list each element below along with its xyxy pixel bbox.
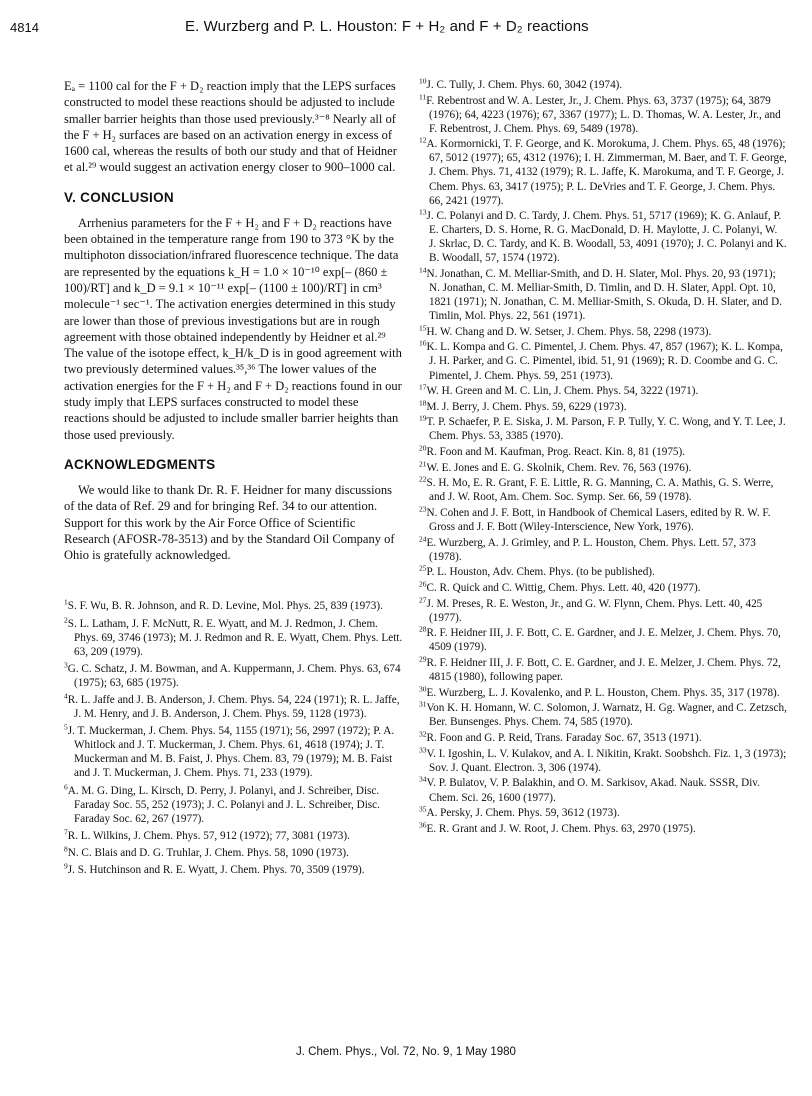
reference-text: A. Kormornicki, T. F. George, and K. Morokuma, J. Chem. Phys. 65, 48 (1976); 67, 5012 (1977); 65, 4312 (1976); I. H. Zimmerman, M. Baer, and T. F. George, J. Chem. Phys. 71, 4132 (1979); R. L. Jaffe, K. Marokuma, and T. F. George, J. Chem. Phys. 63, 3417 (1975); P. L. DeVries and T. F. George, J. Chem. Phys. 66, 2421 (1977). [426, 138, 787, 207]
reference-number: 13 [419, 207, 427, 217]
reference-item [419, 506, 787, 534]
acknowledgments-heading: ACKNOWLEDGMENTS [64, 456, 216, 472]
reference-item [419, 209, 787, 265]
reference-text: Von K. H. Homann, W. C. Solomon, J. Warnatz, H. Gg. Wagner, and C. Zetzsch, Ber. Bunsenges. Phys. Chem. 74, 585 (1970). [426, 702, 787, 729]
reference-number: 30 [419, 684, 427, 694]
acknowledgments-paragraph: We would like to thank Dr. R. F. Heidner for many discussions of the data of Ref. 29 and for bringing Ref. 34 to our attention. Support for this work by the Air Force Office of Scientific Research (AFOSR-78-3513) and by the Standard Oil Company of Ohio is gratefully acknowledged. [64, 482, 395, 563]
intro-paragraph: Eₐ = 1100 cal for the F + D₂ reaction imply that the LEPS surfaces constructed to model these reactions should be adjusted to include smaller barrier heights than those used previously.³⁻⁸ Nearly all of the F + H₂ surfaces are based on an activation energy in excess of 1600 cal, whereas the results of both our study and that of Heidner et al.²⁹ would suggest an activation energy closer to 900–1000 cal. [64, 79, 397, 175]
reference-text: A. Persky, J. Chem. Phys. 59, 3612 (1973). [426, 807, 620, 820]
reference-text: R. F. Heidner III, J. F. Bott, C. E. Gardner, and J. E. Melzer, J. Chem. Phys. 70, 4509 (1979). [426, 627, 781, 654]
reference-text: R. F. Heidner III, J. F. Bott, C. E. Gardner, and J. E. Melzer, J. Chem. Phys. 72, 4815 (1980), following paper. [426, 657, 781, 684]
reference-text: T. P. Schaefer, P. E. Siska, J. M. Parson, F. P. Tully, Y. C. Wong, and Y. T. Lee, J. Chem. Phys. 53, 3385 (1970). [426, 416, 786, 443]
reference-text: P. L. Houston, Adv. Chem. Phys. (to be published). [426, 566, 655, 579]
reference-number: 17 [419, 382, 427, 392]
reference-text: C. R. Quick and C. Wittig, Chem. Phys. Lett. 40, 420 (1977). [426, 582, 701, 595]
reference-item [419, 267, 787, 323]
reference-item [419, 445, 787, 459]
reference-item [419, 384, 787, 398]
reference-text: S. F. Wu, B. R. Johnson, and R. D. Levine, Mol. Phys. 25, 839 (1973). [67, 600, 383, 613]
reference-number: 15 [419, 323, 427, 333]
reference-number: 8 [64, 844, 68, 854]
conclusion-heading: V. CONCLUSION [64, 189, 174, 205]
reference-text: E. R. Grant and J. W. Root, J. Chem. Phys. 63, 2970 (1975). [426, 822, 696, 835]
reference-item [419, 747, 787, 775]
reference-text: J. C. Polanyi and D. C. Tardy, J. Chem. Phys. 51, 5717 (1969); K. G. Anlauf, P. E. Charters, D. S. Horne, R. G. MacDonald, D. H. Maylotte, J. C. Polanyi, W. J. Skrlac, D. C. Tardy, and K. B. Woodall, 53, 4091 (1970); J. C. Polanyi and K. B. Woodall, 57, 1574 (1972). [426, 210, 787, 265]
reference-number: 7 [64, 827, 68, 837]
reference-item [419, 78, 787, 92]
reference-number: 27 [419, 595, 427, 604]
reference-text: R. Foon and G. P. Reid, Trans. Faraday Soc. 67, 3513 (1971). [426, 732, 702, 745]
reference-item [419, 476, 787, 504]
reference-number: 9 [64, 861, 68, 871]
reference-item [64, 781, 404, 826]
left-reference-list [64, 599, 404, 877]
reference-number: 23 [419, 504, 427, 514]
reference-text: J. S. Hutchinson and R. E. Wyatt, J. Chem. Phys. 70, 3509 (1979). [67, 864, 365, 877]
reference-item [64, 724, 404, 780]
reference-text: E. Wurzberg, L. J. Kovalenko, and P. L. Houston, Chem. Phys. 35, 317 (1978). [426, 686, 780, 699]
reference-item [419, 415, 787, 443]
reference-number: 14 [419, 265, 427, 275]
reference-number: 31 [419, 699, 427, 709]
reference-item [419, 626, 787, 654]
reference-item [419, 731, 787, 745]
conclusion-paragraph: Arrhenius parameters for the F + H₂ and F + D₂ reactions have been obtained in the temperature range from 190 to 373 °K by the multiphoton dissociation/infrared fluorescence technique. The data are represented by the equations k_H = 1.0 × 10⁻¹⁰ exp[– (860 ± 100)/RT] and k_D = 9.1 × 10⁻¹¹ exp[– (1100 ± 100)/RT] in cm³ molecule⁻¹ sec⁻¹. The activation energies determined in this study are lower than those of previous investigations but are in rough agreement with those obtained independently by Heidner et al.²⁹ The value of the isotope effect, k_H/k_D is in good agreement with two previously determined values.³⁵,³⁶ The lower values of the activation energies for the F + H₂ and F + D₂ reactions found in our study imply that LEPS surfaces constructed to model these reactions should be adjusted to include smaller barrier heights than those used previously. [64, 215, 402, 442]
reference-text: R. L. Wilkins, J. Chem. Phys. 57, 912 (1972); 77, 3081 (1973). [67, 829, 350, 842]
reference-number: 32 [419, 729, 427, 739]
reference-number: 5 [64, 722, 68, 732]
reference-item [419, 91, 787, 136]
reference-number: 24 [419, 534, 427, 544]
reference-number: 3 [64, 660, 68, 670]
reference-text: S. L. Latham, J. F. McNutt, R. E. Wyatt, and M. J. Redmon, J. Chem. Phys. 69, 3746 (1973); M. J. Redmon and R. E. Wyatt, Chem. Phys. Lett. 63, 209 (1979). [67, 617, 403, 658]
reference-text: J. M. Preses, R. E. Weston, Jr., and G. W. Flynn, Chem. Phys. Lett. 40, 425 (1977). [426, 597, 763, 624]
reference-item [419, 400, 787, 414]
reference-text: J. T. Muckerman, J. Chem. Phys. 54, 1155 (1971); 56, 2997 (1972); P. A. Whitlock and J. T. Muckerman, J. Chem. Phys. 61, 4618 (1974); J. T. Muckerman and M. B. Faist, J. Phys. Chem. 83, 79 (1979); M. B. Faist and J. T. Muckerman, J. Chem. Phys. 71, 233 (1979). [67, 725, 395, 780]
page-number: 4814 [10, 20, 39, 35]
reference-text: N. Jonathan, C. M. Melliar-Smith, and D. H. Slater, Mol. Phys. 20, 93 (1971); N. Jonathan, C. M. Melliar-Smith, D. Timlin, and D. H. Slater, Appl. Opt. 10, 1821 (1971); N. Jonathan, C. M. Melliar-Smith, S. Okuda, D. H. Slater, and D. Timlin, Mol. Phys. 22, 561 (1971). [426, 267, 782, 323]
reference-item [64, 863, 404, 877]
reference-number: 28 [419, 624, 427, 634]
reference-number: 21 [419, 459, 427, 469]
reference-text: V. P. Bulatov, V. P. Balakhin, and O. M. Sarkisov, Akad. Nauk. SSSR, Div. Chem. Sci. 26, 1600 (1977). [426, 777, 760, 804]
reference-item [64, 614, 404, 659]
reference-number: 12 [419, 135, 427, 145]
reference-number: 10 [419, 76, 427, 86]
reference-number: 2 [64, 614, 68, 624]
reference-item [419, 536, 787, 564]
running-title: E. Wurzberg and P. L. Houston: F + H₂ and F + D₂ reactions [185, 18, 589, 35]
reference-item [419, 701, 787, 729]
reference-text: R. Foon and M. Kaufman, Prog. React. Kin. 8, 81 (1975). [426, 446, 686, 459]
reference-item [64, 846, 404, 860]
reference-text: H. W. Chang and D. W. Setser, J. Chem. Phys. 58, 2298 (1973). [426, 325, 712, 338]
reference-item [419, 822, 787, 836]
reference-number: 18 [419, 398, 427, 408]
reference-item [419, 565, 787, 579]
reference-number: 1 [64, 597, 68, 607]
left-column [64, 78, 404, 880]
reference-number: 34 [419, 774, 427, 784]
page-header [10, 20, 792, 40]
reference-text: M. J. Berry, J. Chem. Phys. 59, 6229 (1973). [426, 400, 627, 413]
reference-number: 6 [64, 781, 68, 791]
reference-number: 25 [419, 563, 427, 573]
reference-item [419, 656, 787, 684]
reference-item [419, 686, 787, 700]
reference-number: 16 [419, 338, 427, 348]
reference-number: 26 [419, 579, 427, 589]
reference-item [419, 325, 787, 339]
reference-text: E. Wurzberg, A. J. Grimley, and P. L. Houston, Chem. Phys. Lett. 57, 373 (1978). [426, 536, 756, 563]
reference-text: J. C. Tully, J. Chem. Phys. 60, 3042 (1974). [426, 79, 623, 91]
reference-item [64, 829, 404, 843]
reference-item [419, 597, 787, 625]
reference-text: F. Rebentrost and W. A. Lester, Jr., J. Chem. Phys. 63, 3737 (1975); 64, 3879 (1976); 64, 4223 (1976); 67, 3367 (1977); L. D. Thomas, W. A. Lester, Jr., and F. Rebentrost, J. Chem. Phys. 69, 5489 (1978). [426, 94, 781, 135]
reference-text: N. C. Blais and D. G. Truhlar, J. Chem. Phys. 58, 1090 (1973). [67, 846, 349, 859]
reference-number: 11 [419, 91, 427, 101]
reference-number: 36 [419, 820, 427, 830]
reference-item [64, 599, 404, 613]
reference-number: 35 [419, 804, 427, 814]
reference-item [419, 137, 787, 207]
reference-item [419, 340, 787, 382]
reference-text: G. C. Schatz, J. M. Bowman, and A. Kuppermann, J. Chem. Phys. 63, 674 (1975); 63, 685 (1975). [67, 662, 401, 689]
reference-text: R. L. Jaffe and J. B. Anderson, J. Chem. Phys. 54, 224 (1971); R. L. Jaffe, J. M. Henry, and J. B. Anderson, J. Chem. Phys. 59, 1128 (1973). [67, 693, 400, 721]
reference-number: 19 [419, 413, 427, 423]
reference-number: 20 [419, 443, 427, 453]
reference-item [419, 461, 787, 475]
reference-number: 4 [64, 691, 68, 701]
reference-text: A. M. G. Ding, L. Kirsch, D. Perry, J. Polanyi, and J. Schreiber, Disc. Faraday Soc. 55, 252 (1973); J. C. Polanyi and J. L. Schreiber, Disc. Faraday Soc. 62, 267 (1977). [67, 784, 380, 825]
reference-number: 29 [419, 654, 427, 664]
reference-item [64, 662, 404, 690]
right-reference-list [419, 78, 787, 837]
journal-footer: J. Chem. Phys., Vol. 72, No. 9, 1 May 1980 [296, 1046, 516, 1058]
reference-text: W. H. Green and M. C. Lin, J. Chem. Phys. 54, 3222 (1971). [426, 385, 699, 398]
reference-text: N. Cohen and J. F. Bott, in Handbook of Chemical Lasers, edited by R. W. F. Gross and J. F. Bott (Wiley-Interscience, New York, 1976). [426, 507, 771, 534]
reference-item [419, 581, 787, 595]
reference-text: V. I. Igoshin, L. V. Kulakov, and A. I. Nikitin, Krakt. Soobshch. Fiz. 1, 3 (1973); Sov. J. Quant. Electron. 3, 306 (1974). [426, 747, 787, 774]
reference-item [419, 776, 787, 804]
reference-number: 33 [419, 745, 427, 755]
reference-text: S. H. Mo, E. R. Grant, F. E. Little, R. G. Manning, C. A. Mathis, G. S. Werre, and J. W. Root, Am. Chem. Soc. Symp. Ser. 66, 59 (1978). [426, 477, 774, 504]
reference-text: K. L. Kompa and G. C. Pimentel, J. Chem. Phys. 47, 857 (1967); K. L. Kompa, J. H. Parker, and G. C. Pimentel, ibid. 51, 91 (1969); R. D. Coombe and G. C. Pimentel, J. Chem. Phys. 59, 251 (1973). [426, 341, 783, 382]
reference-text: W. E. Jones and E. G. Skolnik, Chem. Rev. 76, 563 (1976). [426, 461, 692, 474]
reference-item [64, 693, 404, 721]
reference-number: 22 [419, 474, 427, 484]
reference-item [419, 806, 787, 820]
